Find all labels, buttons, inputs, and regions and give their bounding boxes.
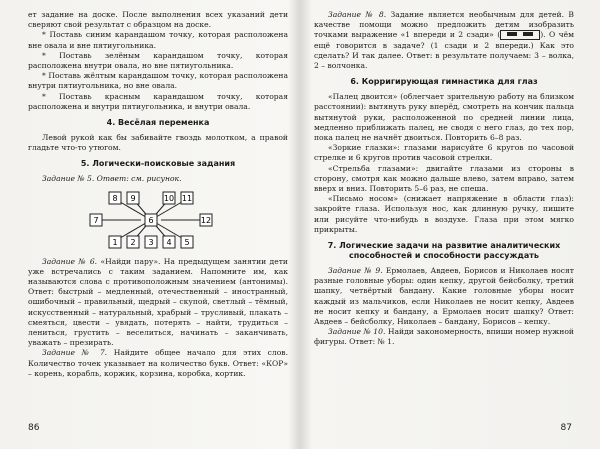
task-label: Задание № 9.: [328, 266, 383, 276]
section-heading-7: 7. Логические задачи на развитие аналитических способностей и способности рассуждать: [327, 241, 561, 261]
task-text: ). О чём ещё говорится в задаче? (1 сзади и 2 впереди.) Как это сделать? И так далее. Ответ: в результате получаем: 3 – волка, 2 – волчонка.: [314, 30, 575, 71]
svg-text:12: 12: [200, 215, 212, 225]
task-text: Найди закономерность, впиши номер нужной фигуры. Ответ: № 1.: [314, 327, 574, 347]
page-number: 86: [28, 423, 40, 433]
task-label: Задание № 6.: [42, 256, 98, 266]
task-7: [28, 348, 288, 379]
exercise: «Стрельба глазами»: двигайте глазами из стороны в сторону, смотря как можно дальше влево, затем вправо, затем вверх и вниз. Повторить 5–6 раз, не спеша.: [314, 163, 574, 194]
paragraph: ет задание на доске. После выполнения всех указаний дети сверяют свой результат с образцом на доске.: [28, 10, 288, 30]
task-text: Найдите общее начало для этих слов. Количество точек указывает на количество букв. Ответ: «КОР» – корень, корабль, коржик, корзина, коробка, кортик.: [28, 348, 288, 378]
svg-text:4: 4: [166, 237, 172, 247]
svg-text:7: 7: [93, 215, 99, 225]
section-heading-6: 6. Корригирующая гимнастика для глаз: [350, 77, 538, 87]
number-box: [145, 236, 157, 248]
svg-text:10: 10: [163, 193, 175, 203]
task-label: Задание № 8.: [328, 10, 387, 19]
exercise: «Палец двоится» (облегчает зрительную работу на близком расстоянии): вытянуть руку вперёд, смотреть на кончик пальца вытянутой руки, расположенной по средней линии лица, медленно приближать палец, не сводя с него глаз, до тех пор, пока палец не начнёт двоиться. Повторить 6–8 раз.: [314, 92, 574, 143]
svg-text:2: 2: [130, 237, 136, 247]
task-10: [314, 327, 574, 347]
svg-text:5: 5: [184, 237, 190, 247]
number-box: [200, 214, 212, 226]
task-text: Ермолаев, Авдеев, Борисов и Николаев носят разные головные уборы: один кепку, другой бейсболку, третий шапку, четвёртый бандану. Какие головные уборы носит каждый из мальчиков, если Николаев не носит кепку, Авдеев не носит кепку и бандану, а Ермолаев носит шапку? Ответ: Авдеев – бейсболку, Николаев – бандану, Борисов – кепку.: [314, 266, 574, 327]
instruction-green: * Поставь зелёным карандашом точку, которая расположена внутри овала, но вне пятиугольника.: [28, 50, 288, 71]
task-9: [314, 266, 574, 327]
number-box: [127, 192, 139, 204]
left-page: [6, 6, 296, 443]
matching-figure: [88, 189, 218, 251]
number-box: [109, 192, 121, 204]
section-heading-4: 4. Весёлая переменка: [106, 118, 210, 128]
number-box: [163, 192, 175, 204]
svg-text:3: 3: [148, 237, 154, 247]
page-number: 87: [560, 423, 572, 433]
svg-text:11: 11: [181, 193, 193, 203]
number-box: [127, 236, 139, 248]
svg-text:9: 9: [130, 193, 136, 203]
number-box: [109, 236, 121, 248]
right-page: [304, 6, 594, 443]
number-box: [181, 192, 193, 204]
svg-text:8: 8: [112, 193, 118, 203]
task-5: Задание № 5. Ответ: см. рисунок.: [42, 174, 182, 184]
task-6: [28, 257, 288, 349]
paragraph: Левой рукой как бы забивайте гвоздь молотком, а правой гладьте что-то утюгом.: [28, 133, 288, 153]
task-label: Задание № 10.: [328, 327, 386, 337]
task-text: Задание является необычным для детей. В качестве помощи можно предложить детям изобразить точками выражение «1 впереди и 2 сзади» (: [314, 10, 574, 40]
svg-text:6: 6: [148, 215, 154, 225]
exercise: «Зоркие глазки»: глазами нарисуйте 6 кругов по часовой стрелке и 6 кругов против часовой стрелки.: [314, 143, 574, 163]
section-heading-5: 5. Логически-поисковые задания: [80, 159, 236, 169]
number-box: [163, 236, 175, 248]
number-box: [145, 214, 157, 226]
instruction-yellow: * Поставь жёлтым карандашом точку, которая расположена внутри пятиугольника, но вне овала.: [28, 71, 288, 91]
instruction-red: * Поставь красным карандашом точку, которая расположена и внутри пятиугольника, и внутри овала.: [28, 91, 288, 111]
exercise: «Письмо носом» (снижает напряжение в области глаз): закройте глаза. Используя нос, как длинную ручку, пишите или рисуйте что-нибудь в воздухе. Глаза при этом мягко прикрыты.: [314, 194, 574, 234]
number-box: [90, 214, 102, 226]
dots-diagram: [500, 30, 540, 40]
instruction-blue: * Поставь синим карандашом точку, которая расположена вне овала и вне пятиугольника.: [28, 30, 288, 50]
task-8: [314, 10, 574, 71]
svg-text:1: 1: [112, 237, 118, 247]
number-box: [181, 236, 193, 248]
task-text: «Найди пару». На предыдущем занятии дети уже встречались с таким заданием. Напомните им, как называются слова с противоположным значением (антонимы). Ответ: быстрый – медленный, отечественный – иностранный, ошибочный – правильный, щедрый – скупой, светлый – тёмный, искусственный – натуральный, храбрый – трусливый, плакать – смеяться, цвести – увядать, потерять – найти, трудиться – лениться, грустить – веселиться, начинать – заканчивать, уважать – презирать.: [28, 256, 288, 348]
task-label: Задание № 7.: [42, 348, 108, 358]
